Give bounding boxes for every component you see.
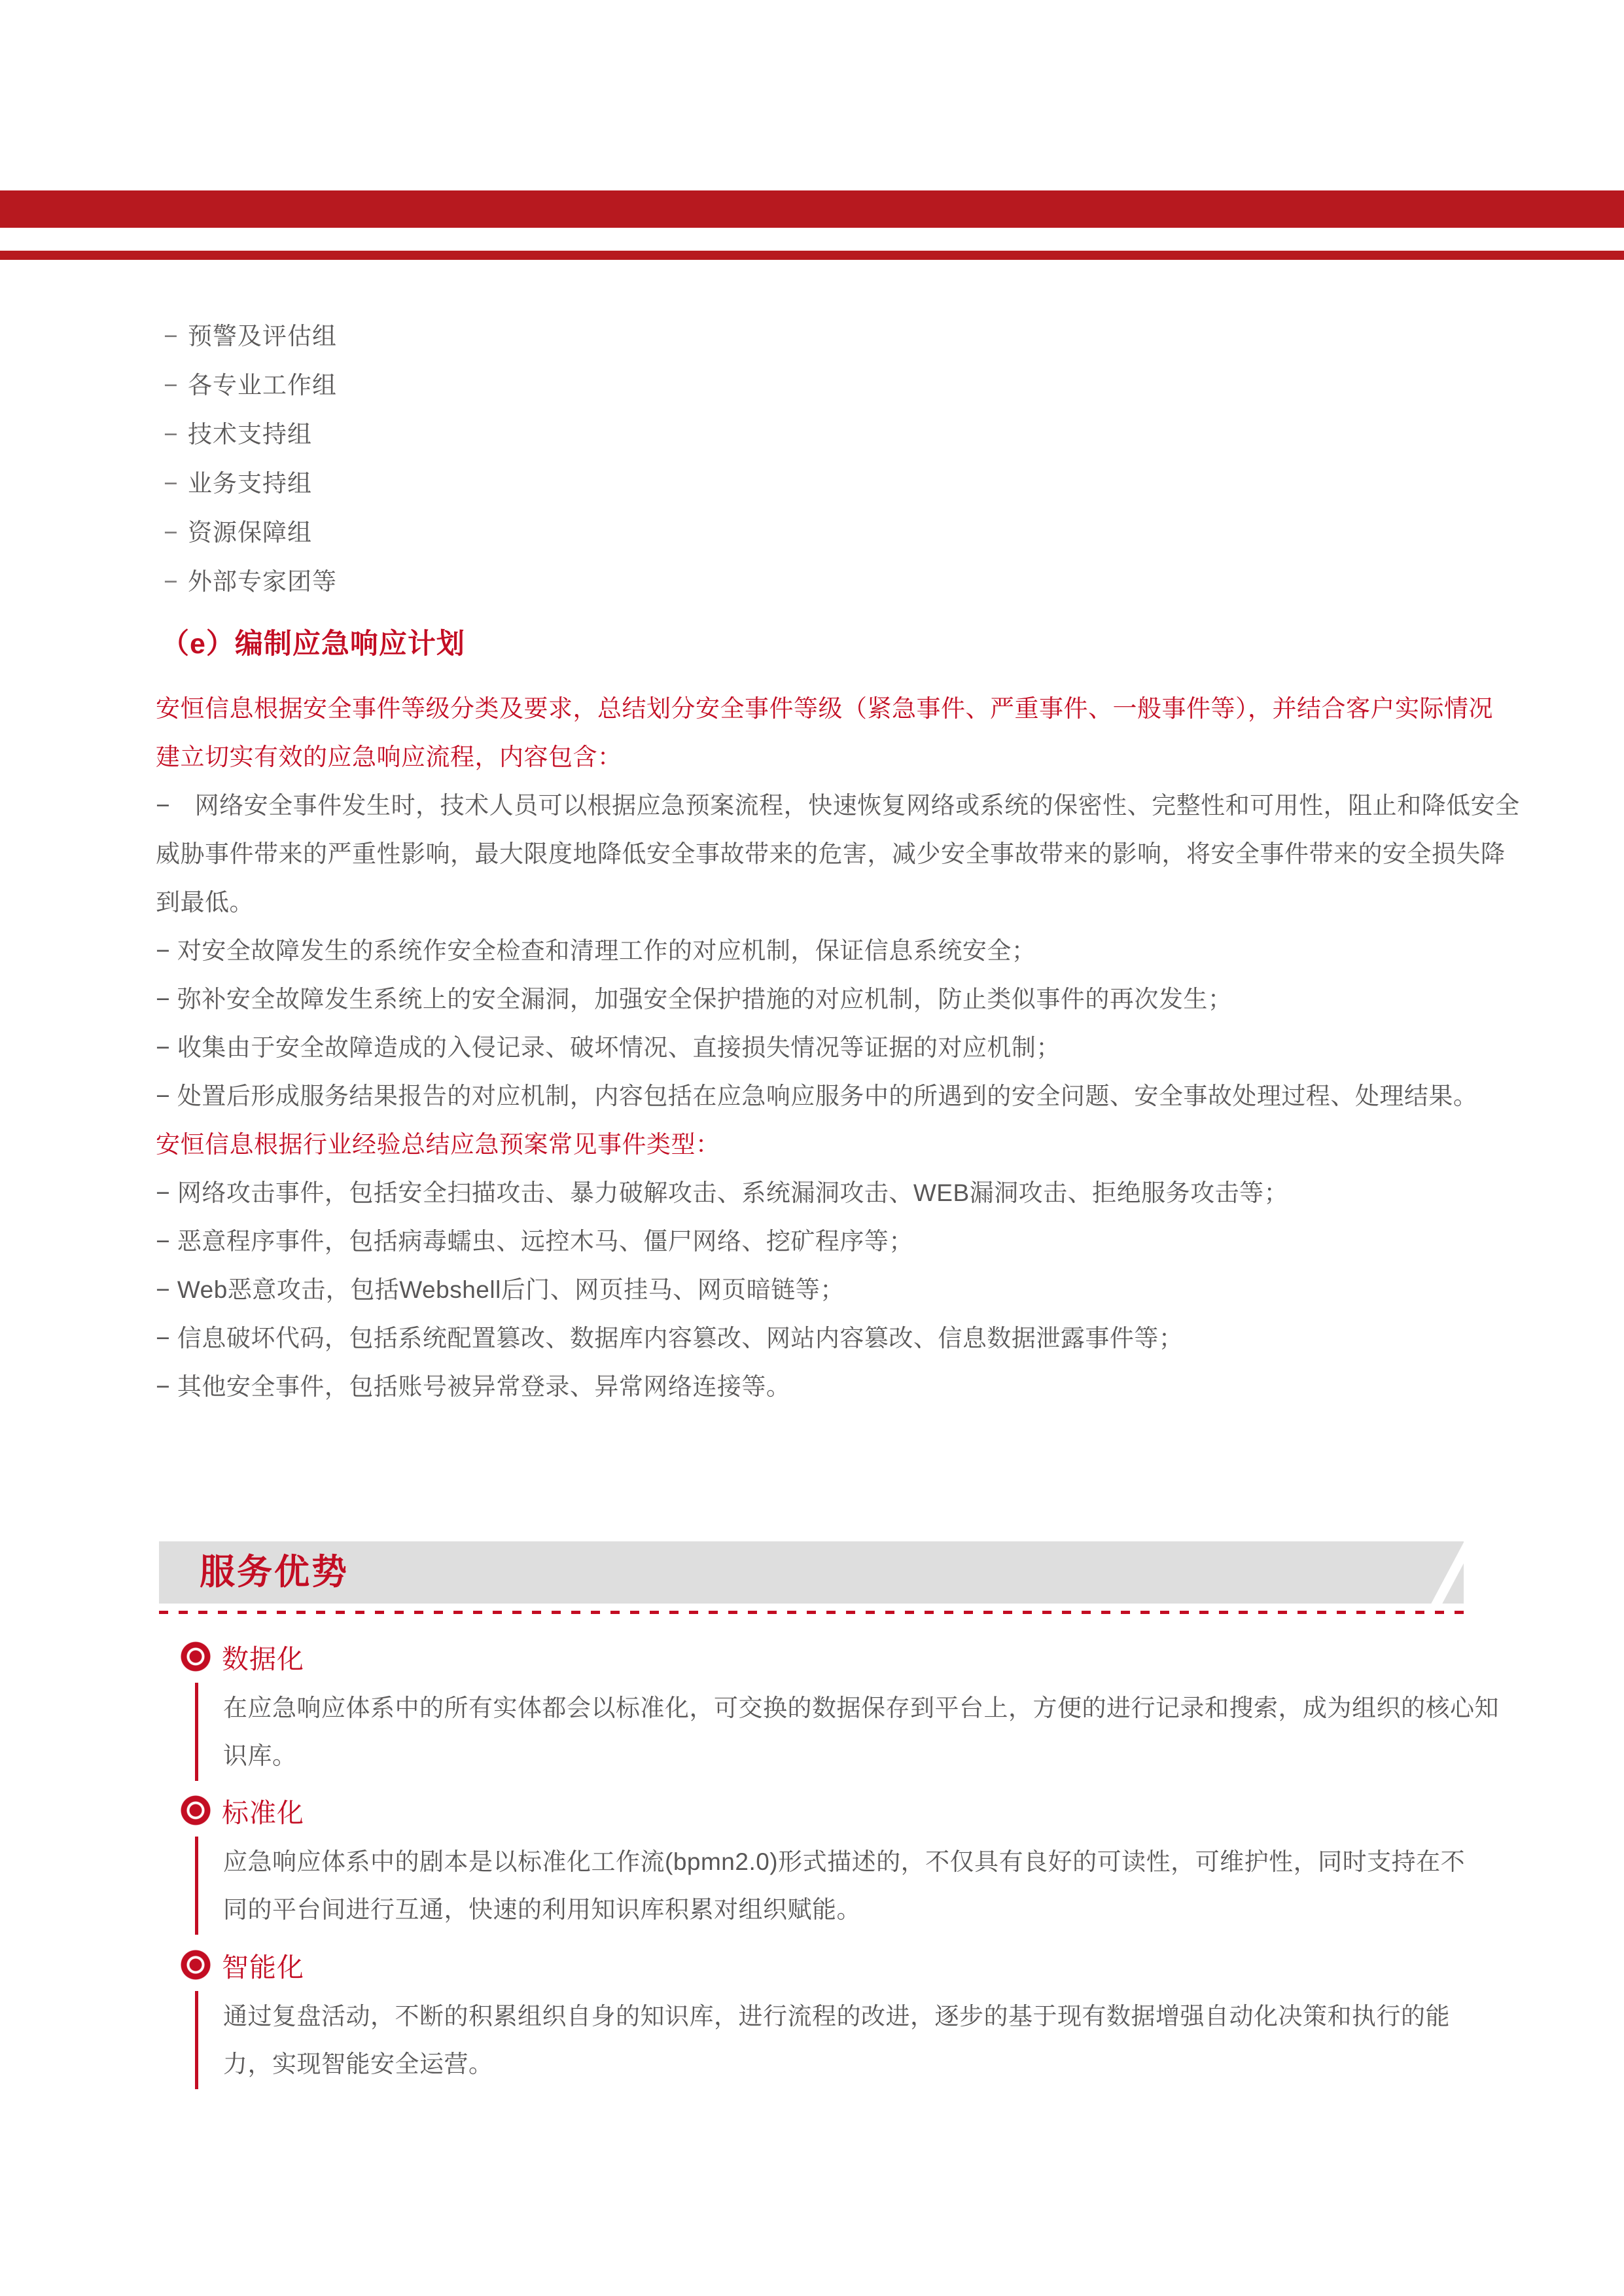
list-item-label: 预警及评估组 bbox=[188, 323, 337, 350]
paragraph-line: − 网络攻击事件，包括安全扫描攻击、暴力破解攻击、系统漏洞攻击、WEB漏洞攻击、拒绝服务攻击等； bbox=[156, 1179, 1289, 1206]
dash-bullet: − bbox=[164, 421, 178, 448]
advantage-title-row bbox=[181, 1795, 1476, 1826]
advantage-line: 应急响应体系中的剧本是以标准化工作流(bpmn2.0)形式描述的，不仅具有良好的可读性，可维护性，同时支持在不 bbox=[223, 1848, 1466, 1875]
dash-bullet: − bbox=[164, 323, 178, 350]
advantage-section-data bbox=[181, 1641, 1499, 1781]
service-advantages-banner bbox=[159, 1541, 1464, 1604]
plan-paragraphs bbox=[156, 685, 1520, 1411]
paragraph-line: 安恒信息根据安全事件等级分类及要求，总结划分安全事件等级（紧急事件、严重事件、一般事件等），并结合客户实际情况 bbox=[156, 695, 1493, 722]
advantage-title-row bbox=[181, 1949, 1476, 1981]
bullseye-icon bbox=[181, 1950, 211, 1980]
list-item-label: 业务支持组 bbox=[188, 470, 312, 497]
paragraph-line: 安恒信息根据行业经验总结应急预案常见事件类型： bbox=[156, 1131, 720, 1158]
paragraph-line: − 信息破坏代码，包括系统配置篡改、数据库内容篡改、网站内容篡改、信息数据泄露事件等； bbox=[156, 1325, 1184, 1352]
advantage-body bbox=[195, 1837, 1476, 1935]
banner-slash-decoration bbox=[1429, 1541, 1464, 1604]
paragraph-line: − 处置后形成服务结果报告的对应机制，内容包括在应急响应服务中的所遇到的安全问题、安全事故处理过程、处理结果。 bbox=[156, 1083, 1478, 1109]
advantage-body bbox=[195, 1683, 1499, 1781]
advantage-section-standard bbox=[181, 1795, 1476, 1935]
header-bar-thick bbox=[0, 190, 1624, 228]
response-team-list bbox=[164, 312, 337, 606]
list-item bbox=[164, 410, 337, 459]
paragraph-line: − 对安全故障发生的系统作安全检查和清理工作的对应机制，保证信息系统安全； bbox=[156, 937, 1036, 964]
advantage-line: 在应急响应体系中的所有实体都会以标准化，可交换的数据保存到平台上，方便的进行记录和搜索，成为组织的核心知 bbox=[223, 1695, 1499, 1721]
advantage-title: 智能化 bbox=[222, 1952, 304, 1982]
list-item-label: 各专业工作组 bbox=[188, 372, 337, 399]
paragraph-line: 到最低。 bbox=[156, 889, 254, 916]
advantage-line: 力，实现智能安全运营。 bbox=[223, 2051, 493, 2077]
paragraph-line: − 网络安全事件发生时，技术人员可以根据应急预案流程，快速恢复网络或系统的保密性、完整性和可用性，阻止和降低安全 bbox=[156, 792, 1520, 819]
list-item-label: 技术支持组 bbox=[188, 421, 312, 448]
header-bar-thin bbox=[0, 251, 1624, 260]
advantage-title: 标准化 bbox=[222, 1797, 304, 1828]
paragraph-line: − 恶意程序事件，包括病毒蠕虫、远控木马、僵尸网络、挖矿程序等； bbox=[156, 1228, 913, 1255]
banner-title: 服务优势 bbox=[200, 1552, 349, 1592]
list-item bbox=[164, 361, 337, 410]
list-item bbox=[164, 312, 337, 361]
advantage-section-intelligent bbox=[181, 1949, 1476, 2089]
list-item bbox=[164, 459, 337, 508]
bullseye-icon bbox=[181, 1641, 211, 1672]
advantage-line: 识库。 bbox=[223, 1742, 297, 1769]
paragraph-line: 建立切实有效的应急响应流程，内容包含： bbox=[156, 744, 622, 770]
dash-bullet: − bbox=[164, 568, 178, 595]
paragraph-line: − 其他安全事件，包括账号被异常登录、异常网络连接等。 bbox=[156, 1373, 791, 1400]
advantage-line: 通过复盘活动，不断的积累组织自身的知识库，进行流程的改进，逐步的基于现有数据增强自动化决策和执行的能 bbox=[223, 2003, 1450, 2030]
section-heading-e: （e）编制应急响应计划 bbox=[161, 628, 465, 660]
advantage-title: 数据化 bbox=[222, 1643, 304, 1674]
paragraph-line: − 收集由于安全故障造成的入侵记录、破坏情况、直接损失情况等证据的对应机制； bbox=[156, 1034, 1061, 1061]
paragraph-line: 威胁事件带来的严重性影响，最大限度地降低安全事故带来的危害，减少安全事故带来的影响，将安全事件带来的安全损失降 bbox=[156, 840, 1506, 867]
paragraph-line: − 弥补安全故障发生系统上的安全漏洞，加强安全保护措施的对应机制，防止类似事件的再次发生； bbox=[156, 986, 1233, 1013]
dash-bullet: − bbox=[164, 519, 178, 546]
list-item bbox=[164, 557, 337, 606]
list-item-label: 资源保障组 bbox=[188, 519, 312, 546]
list-item-label: 外部专家团等 bbox=[188, 568, 337, 595]
advantage-line: 同的平台间进行互通，快速的利用知识库积累对组织赋能。 bbox=[223, 1896, 861, 1923]
advantage-body bbox=[195, 1991, 1476, 2089]
dash-bullet: − bbox=[164, 372, 178, 399]
red-dashed-separator bbox=[159, 1611, 1466, 1614]
advantage-title-row bbox=[181, 1641, 1476, 1672]
bullseye-icon bbox=[181, 1795, 211, 1825]
dash-bullet: − bbox=[164, 470, 178, 497]
paragraph-line: − Web恶意攻击，包括Webshell后门、网页挂马、网页暗链等； bbox=[156, 1276, 845, 1303]
list-item bbox=[164, 508, 337, 557]
